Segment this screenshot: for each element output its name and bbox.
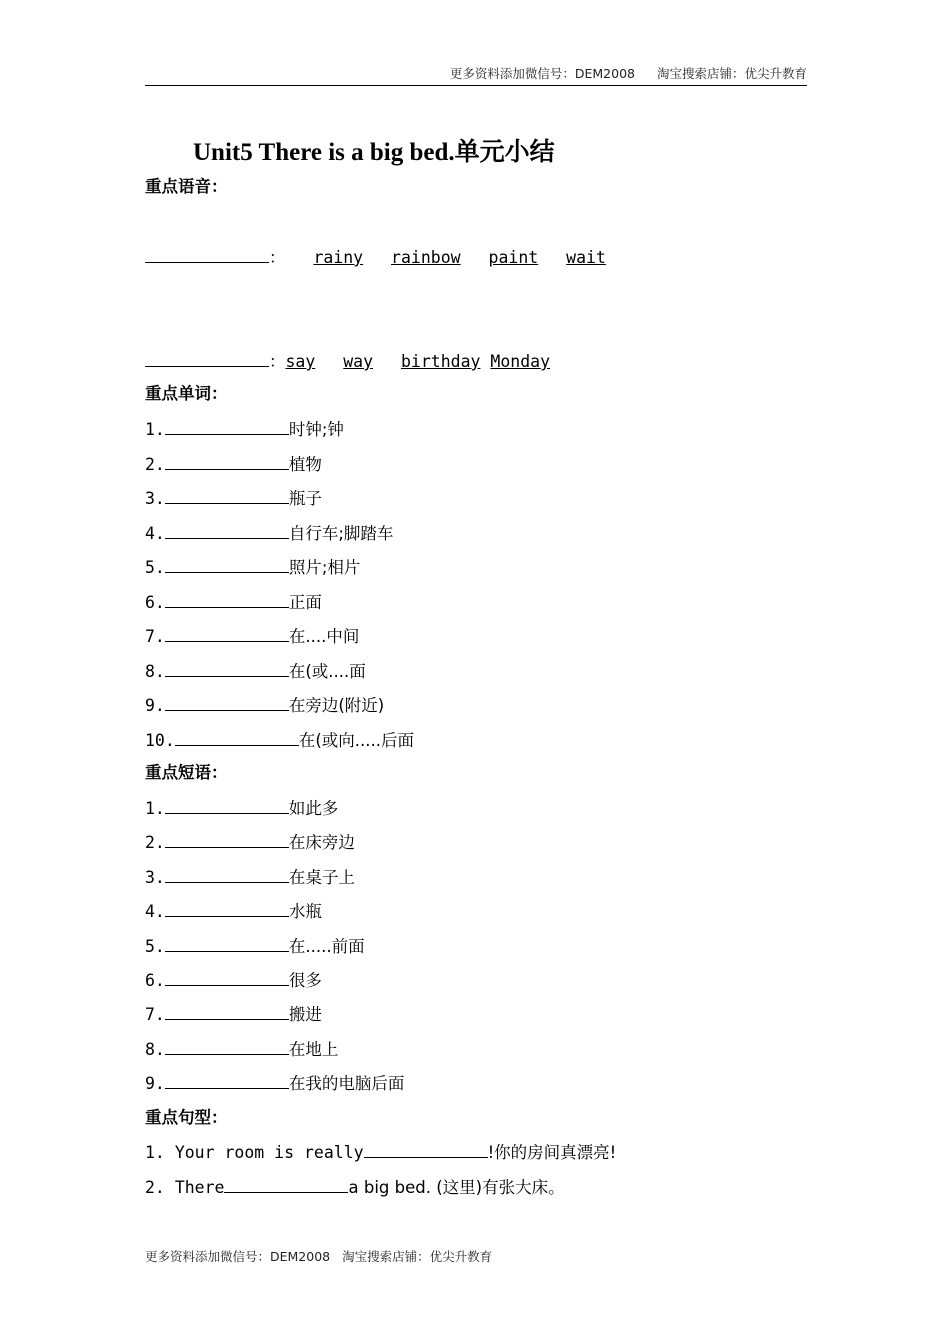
item-number: 9. — [145, 1074, 165, 1094]
phonics-row-1: ： rainy rainbow paint wait — [145, 246, 606, 269]
item-number: 4. — [145, 523, 165, 543]
item-meaning: 在床旁边 — [288, 833, 355, 853]
sentence-2: 2. There a big bed. (这里)有张大床。 — [145, 1178, 565, 1197]
item-number: 7. — [145, 627, 165, 646]
item-meaning: 搬进 — [288, 1005, 322, 1025]
item-meaning: 正面 — [288, 592, 322, 612]
item-number: 8. — [145, 1039, 165, 1059]
item-number: 3. — [145, 489, 165, 508]
answer-blank[interactable] — [165, 831, 289, 848]
phonics-word: rainbow — [391, 248, 461, 267]
footer-shop: 淘宝搜索店铺：优尖升教育 — [342, 1249, 493, 1264]
item-meaning: 在(或....面 — [288, 661, 366, 681]
item-meaning: 在我的电脑后面 — [288, 1074, 405, 1094]
item-number: 10. — [145, 730, 175, 750]
phonics-word: paint — [488, 248, 539, 267]
answer-blank[interactable] — [165, 1003, 289, 1020]
item-number: 6. — [145, 971, 165, 990]
item-number: 2. — [145, 833, 165, 853]
answer-blank[interactable] — [165, 487, 289, 504]
list-item — [145, 866, 355, 889]
list-item — [145, 935, 365, 958]
list-item — [145, 487, 322, 510]
list-item — [145, 1038, 338, 1061]
list-item — [145, 625, 359, 648]
item-number: 1. — [145, 420, 165, 439]
list-item — [145, 969, 322, 992]
item-meaning: 很多 — [288, 971, 322, 990]
list-item — [145, 556, 360, 579]
answer-blank[interactable] — [165, 935, 289, 952]
header-wechat: 更多资料添加微信号：DEM2008 — [449, 66, 635, 81]
item-number: 4. — [145, 902, 165, 922]
page-footer — [145, 1247, 492, 1265]
answer-blank[interactable] — [165, 591, 289, 608]
sentences-heading: 重点句型： — [145, 1108, 228, 1127]
list-item — [145, 591, 322, 614]
list-item — [145, 418, 344, 441]
item-number: 3. — [145, 867, 165, 887]
item-number: 6. — [145, 592, 165, 612]
answer-blank[interactable] — [165, 866, 289, 883]
footer-wechat: 更多资料添加微信号：DEM2008 — [145, 1249, 331, 1264]
answer-blank[interactable] — [224, 1176, 348, 1193]
item-number: 9. — [145, 696, 165, 715]
phonics-word: birthday — [401, 352, 481, 371]
item-meaning: 在旁边(附近) — [288, 696, 385, 715]
answer-blank[interactable] — [165, 625, 289, 642]
list-item — [145, 694, 384, 717]
item-meaning: 植物 — [288, 454, 322, 474]
header-shop: 淘宝搜索店铺：优尖升教育 — [656, 66, 807, 81]
answer-blank[interactable] — [165, 694, 289, 711]
page-title: Unit5 There is a big bed.单元小结 — [193, 139, 555, 166]
list-item — [145, 522, 393, 545]
sentence-1: 1. Your room is really !你的房间真漂亮! — [145, 1143, 617, 1162]
list-item — [145, 1003, 322, 1026]
item-meaning: 照片;相片 — [288, 558, 361, 577]
item-meaning: 在(或向.....后面 — [298, 730, 414, 750]
answer-blank[interactable] — [165, 418, 289, 435]
phonics-word: wait — [566, 248, 606, 267]
item-meaning: 在地上 — [288, 1039, 339, 1059]
item-meaning: 水瓶 — [288, 902, 322, 922]
answer-blank[interactable] — [165, 1038, 289, 1055]
list-item — [145, 900, 322, 923]
answer-blank[interactable] — [165, 797, 289, 814]
item-meaning: 在....中间 — [288, 627, 360, 646]
phrases-heading: 重点短语： — [145, 763, 228, 782]
answer-blank[interactable] — [364, 1141, 488, 1158]
phonics-row-2: ：say way birthday Monday — [145, 350, 550, 373]
answer-blank[interactable] — [145, 246, 269, 263]
answer-blank[interactable] — [165, 900, 289, 917]
item-number: 8. — [145, 661, 165, 681]
item-meaning: 时钟;钟 — [288, 420, 344, 439]
answer-blank[interactable] — [165, 453, 289, 470]
answer-blank[interactable] — [175, 729, 299, 746]
item-number: 2. — [145, 454, 165, 474]
answer-blank[interactable] — [165, 556, 289, 573]
answer-blank[interactable] — [145, 350, 269, 367]
item-meaning: 自行车;脚踏车 — [288, 523, 394, 543]
list-item — [145, 797, 338, 820]
list-item — [145, 729, 414, 752]
vocab-heading: 重点单词： — [145, 384, 228, 403]
phonics-word: rainy — [313, 248, 364, 267]
phonics-word: way — [343, 352, 374, 371]
phonics-word: say — [285, 352, 316, 371]
answer-blank[interactable] — [165, 969, 289, 986]
phonics-word: Monday — [490, 352, 551, 371]
page-header — [145, 64, 807, 86]
list-item — [145, 453, 322, 476]
answer-blank[interactable] — [165, 1072, 289, 1089]
item-number: 7. — [145, 1005, 165, 1025]
item-meaning: 如此多 — [288, 799, 339, 818]
item-meaning: 在.....前面 — [288, 936, 365, 956]
item-number: 5. — [145, 558, 165, 577]
list-item — [145, 831, 355, 854]
item-meaning: 在桌子上 — [288, 867, 355, 887]
answer-blank[interactable] — [165, 660, 289, 677]
list-item — [145, 660, 366, 683]
phonics-heading: 重点语音： — [145, 177, 228, 196]
item-number: 5. — [145, 936, 165, 956]
answer-blank[interactable] — [165, 522, 289, 539]
item-meaning: 瓶子 — [288, 489, 322, 508]
item-number: 1. — [145, 799, 165, 818]
list-item — [145, 1072, 404, 1095]
